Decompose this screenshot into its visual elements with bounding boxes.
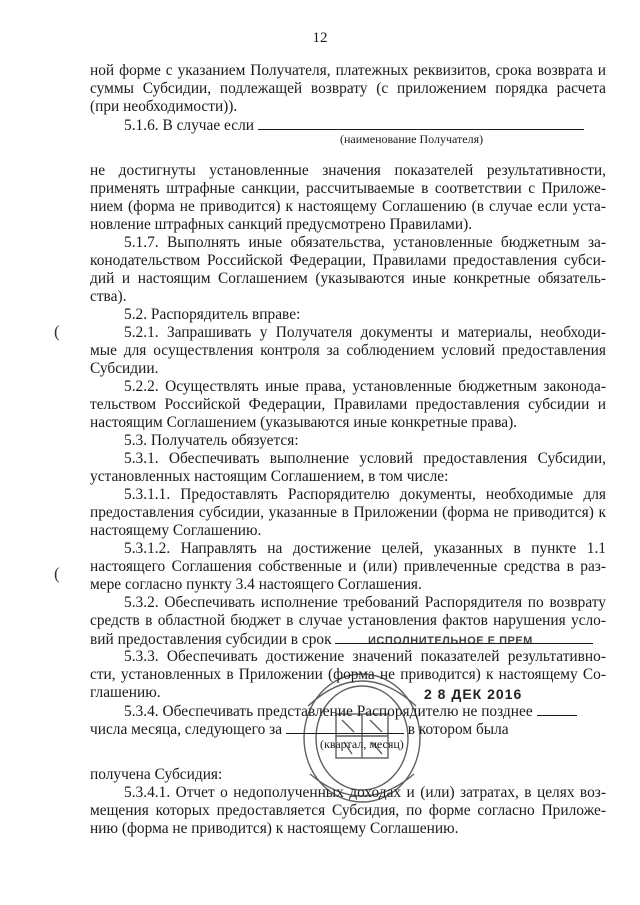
text-line: 5.1.7. Выполнять иные обязательства, установленные бюджетным за- [124, 234, 606, 251]
text-line: мые для осуществления контроля за соблюдением условий предоставления [90, 342, 606, 359]
margin-mark: ( [54, 322, 60, 341]
day-blank [537, 702, 577, 716]
text-line: не достигнуты установленные значения показателей результативности, [90, 162, 606, 179]
text-line: 5.3.1.1. Предоставлять Распорядителю документы, необходимые для [124, 486, 606, 503]
text-line: 5.3.3. Обеспечивать достижение значений показателей результативно- [124, 648, 606, 665]
recipient-blank [258, 116, 584, 130]
recipient-caption: (наименование Получателя) [340, 132, 484, 146]
text-line: дий и настоящим Соглашением (указываются иные конкретные обязатель- [90, 270, 606, 287]
text-line: глашению. [90, 684, 161, 701]
text-line: 5.2.2. Осуществлять иные права, установленные бюджетным законода- [124, 378, 606, 395]
text-line: новление штрафных санкций предусмотрено Правилами). [90, 216, 473, 233]
text-line: Субсидии. [90, 360, 159, 377]
text-line: нием (форма не приводится) к настоящему Соглашению (в случае если уста- [90, 198, 606, 215]
text-line: сти, установленных в Приложении (форма не приводится) к настоящему Со- [90, 666, 606, 683]
page-number: 12 [312, 30, 328, 46]
text-line: 5.3.1. Обеспечивать выполнение условий предоставления Субсидии, [124, 450, 606, 467]
text-line: конодательством Российской Федерации, Правилами предоставления субси- [90, 252, 606, 269]
text-line: 5.3.2. Обеспечивать исполнение требований Распорядителя по возврату [124, 594, 606, 611]
text-line: настоящему Соглашению. [90, 522, 262, 539]
text-line: настоящим Соглашением (указываются иные конкретные права). [90, 414, 518, 431]
text-line: 5.3. Получатель обязуется: [124, 432, 299, 449]
margin-mark: ( [54, 564, 60, 583]
text-line: 5.1.6. В случае если [124, 117, 255, 134]
text-line: предоставления субсидии, указанные в Приложении (форма не приводится) к [90, 504, 606, 521]
text-line: тельством Российской Федерации, Правилами предоставления субсидии и [90, 396, 606, 413]
text-line: установленных настоящим Соглашением, в том числе: [90, 468, 449, 485]
text-line: 5.3.4.1. Отчет о недополученных доходах и (или) затратах, в целях воз- [124, 784, 606, 801]
text-line: мере согласно пункту 3.4 настоящего Соглашения. [90, 576, 422, 593]
period-caption: (квартал, месяц) [320, 737, 404, 751]
text-line: настоящего Соглашения собственные и (или) привлеченные средства в раз- [90, 558, 606, 575]
date-stamp: 2 8 ДЕК 2016 [424, 686, 523, 702]
text-line: ной форме с указанием Получателя, платежных реквизитов, срока возврата и [90, 62, 606, 79]
overprint-stamp: ИСПОЛНИТЕЛЬНОЕ Е ПРЕМ [368, 635, 533, 647]
text-line: числа месяца, следующего за [90, 721, 283, 738]
text-line: получена Субсидия: [90, 766, 223, 783]
text-line: применять штрафные санкции, рассчитываемые в соответствии с Приложе- [90, 180, 606, 197]
text-line: суммы Субсидии, подлежащей возврату (с приложением порядка расчета [90, 80, 606, 97]
text-line: мещения которых предоставляется Субсидия, по форме согласно Приложе- [90, 802, 606, 819]
text-line: в котором была [407, 721, 509, 738]
official-seal-stamp [292, 646, 432, 816]
text-line: ства). [90, 288, 127, 305]
text-line: средств в областной бюджет в случае установления фактов нарушения усло- [90, 612, 606, 629]
text-line: 5.3.4. Обеспечивать представление Распорядителю не позднее [124, 703, 533, 720]
text-line: 5.2.1. Запрашивать у Получателя документы и материалы, необходи- [124, 324, 606, 341]
text-line: 5.3.1.2. Направлять на достижение целей, указанных в пункте 1.1 [124, 540, 606, 557]
text-line: 5.2. Распорядитель вправе: [124, 306, 301, 323]
text-line: (при необходимости)). [90, 98, 238, 115]
text-line: нию (форма не приводится) к настоящему Соглашению. [90, 820, 459, 837]
text-line: вий предоставления субсидии в срок [90, 631, 332, 648]
